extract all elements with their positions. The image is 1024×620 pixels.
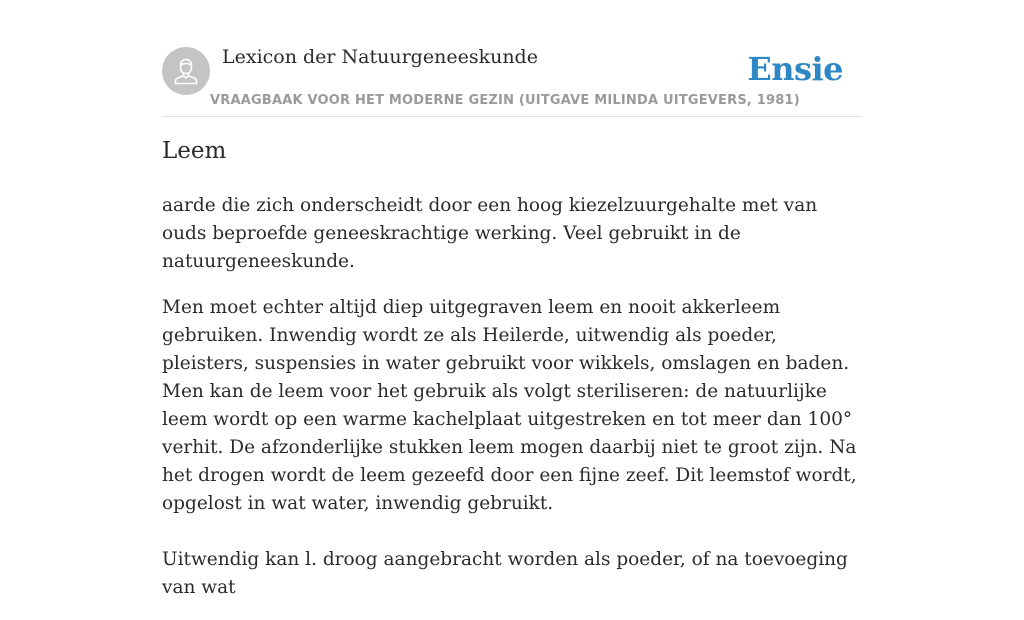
entry-paragraph: Uitwendig kan l. droog aangebracht worden als poeder, of na toevoeging van wat (162, 549, 848, 598)
source-header (162, 44, 862, 117)
ensie-logo[interactable]: Ensie (747, 50, 843, 88)
entry-paragraph: aarde die zich onderscheidt door een hoog kiezelzuurgehalte met van ouds beproefde geneeskrachtige werking. Veel gebruikt in de natuurgeneeskunde. (162, 195, 818, 272)
entry-content (162, 192, 862, 620)
source-subtitle: VRAAGBAAK VOOR HET MODERNE GEZIN (UITGAVE MILINDA UITGEVERS, 1981) (210, 93, 800, 108)
avatar[interactable] (162, 47, 210, 95)
entry-paragraph: Men moet echter altijd diep uitgegraven leem en nooit akkerleem gebruiken. Inwendig wordt ze als Heilerde, uitwendig als poeder, pleisters, suspensies in water gebruikt voor wikkels, omslagen en baden. Men kan de leem voor het gebruik als volgt steriliseren: de natuurlijke leem wordt op een warme kachelplaat uitgestreken en tot meer dan 100° verhit. De afzonderlijke stukken leem mogen daarbij niet te groot zijn. Na het drogen wordt de leem gezeefd door een fijne zeef. Dit leemstof wordt, opgelost in wat water, inwendig gebruikt. (162, 297, 857, 514)
user-icon (162, 47, 210, 95)
source-title[interactable]: Lexicon der Natuurgeneeskunde (222, 46, 538, 68)
entry-title: Leem (162, 138, 227, 164)
